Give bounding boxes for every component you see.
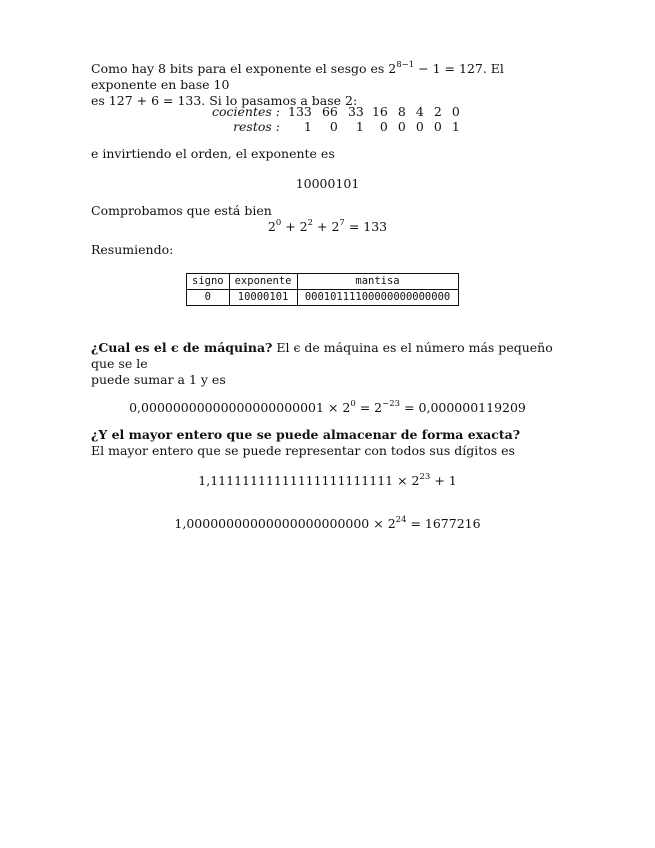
paragraph-max-int bbox=[91, 427, 591, 459]
superscript: 0 bbox=[350, 398, 356, 409]
header-mantisa: mantisa bbox=[297, 274, 458, 290]
cell: 33 bbox=[347, 104, 364, 119]
operator: × 2 bbox=[327, 400, 351, 415]
summary-table bbox=[186, 273, 459, 306]
text: es 127 + 6 = 133. Si lo pasamos a base 2: bbox=[91, 93, 358, 108]
header-signo: signo bbox=[187, 274, 230, 290]
superscript: 0 bbox=[275, 217, 282, 228]
superscript: 2 bbox=[307, 217, 314, 228]
cell: 1 bbox=[451, 119, 460, 134]
max-int-equation-1 bbox=[0, 473, 655, 488]
section-heading: ¿Cual es el ϵ de máquina? bbox=[91, 340, 273, 355]
section-heading: ¿Y el mayor entero que se puede almacenar de forma exacta? bbox=[91, 427, 521, 442]
cell: 0 bbox=[415, 119, 424, 134]
superscript: −23 bbox=[382, 398, 401, 409]
cell: 1 bbox=[355, 119, 364, 134]
table-header-row bbox=[187, 274, 459, 290]
text: El ϵ de máquina es el número más pequeño que se le bbox=[91, 340, 553, 371]
header-exponente: exponente bbox=[229, 274, 297, 290]
remainders-row bbox=[212, 119, 460, 134]
cell-signo: 0 bbox=[187, 290, 230, 306]
cell: 2 bbox=[433, 104, 442, 119]
exponent-binary: 10000101 bbox=[295, 176, 360, 191]
mantissa: 0,00000000000000000000001 bbox=[129, 400, 324, 415]
cell: 1 bbox=[303, 119, 312, 134]
cell: 16 bbox=[371, 104, 388, 119]
cell-mantisa: 00010111100000000000000 bbox=[297, 290, 458, 306]
paragraph-check: Comprobamos que está bien bbox=[91, 203, 272, 218]
text: puede sumar a 1 y es bbox=[91, 372, 226, 387]
text: + 1 bbox=[430, 473, 457, 488]
text: = 2 bbox=[355, 400, 383, 415]
superscript: 8−1 bbox=[396, 59, 415, 70]
superscript: 23 bbox=[419, 471, 431, 482]
cell: 0 bbox=[329, 119, 338, 134]
superscript: 24 bbox=[395, 514, 407, 525]
superscript: 7 bbox=[339, 217, 345, 228]
paragraph-summary: Resumiendo: bbox=[91, 242, 174, 257]
quotients-row bbox=[212, 104, 460, 119]
result: = 133 bbox=[348, 219, 388, 234]
base: 2 bbox=[299, 219, 308, 234]
cell-exponente: 10000101 bbox=[229, 290, 297, 306]
cell: 0 bbox=[433, 119, 442, 134]
division-table bbox=[212, 104, 460, 134]
result: = 0,000000119209 bbox=[400, 400, 526, 415]
cell: 4 bbox=[415, 104, 424, 119]
operator: × 2 bbox=[373, 516, 396, 531]
mantissa: 1,00000000000000000000000 bbox=[174, 516, 370, 531]
text: Como hay 8 bits para el exponente el sesgo es 2 bbox=[91, 61, 397, 76]
operator: × 2 bbox=[397, 473, 420, 488]
text: El mayor entero que se puede representar con todos sus dígitos es bbox=[91, 443, 515, 458]
row-label: restos : bbox=[233, 119, 280, 134]
cell: 66 bbox=[321, 104, 338, 119]
mantissa: 1,11111111111111111111111 bbox=[198, 473, 394, 488]
cell: 133 bbox=[288, 104, 312, 119]
paragraph-bias bbox=[91, 61, 571, 109]
result: = 1677216 bbox=[406, 516, 481, 531]
epsilon-equation bbox=[0, 400, 655, 415]
paragraph-invert: e invirtiendo el orden, el exponente es bbox=[91, 146, 335, 161]
cell: 0 bbox=[379, 119, 388, 134]
cell: 0 bbox=[397, 119, 406, 134]
base: 2 bbox=[267, 219, 276, 234]
base: 2 bbox=[331, 219, 340, 234]
paragraph-epsilon bbox=[91, 340, 571, 388]
text: − 1 = 127. El exponente en base 10 bbox=[91, 61, 504, 92]
cell: 0 bbox=[451, 104, 460, 119]
cell: 8 bbox=[397, 104, 406, 119]
row-label: cocientes : bbox=[212, 104, 280, 119]
check-equation: $2^0 + 2^2 + 2^7 = 133$ bbox=[267, 217, 388, 234]
table-row bbox=[187, 290, 459, 306]
max-int-equation-2 bbox=[0, 516, 655, 531]
